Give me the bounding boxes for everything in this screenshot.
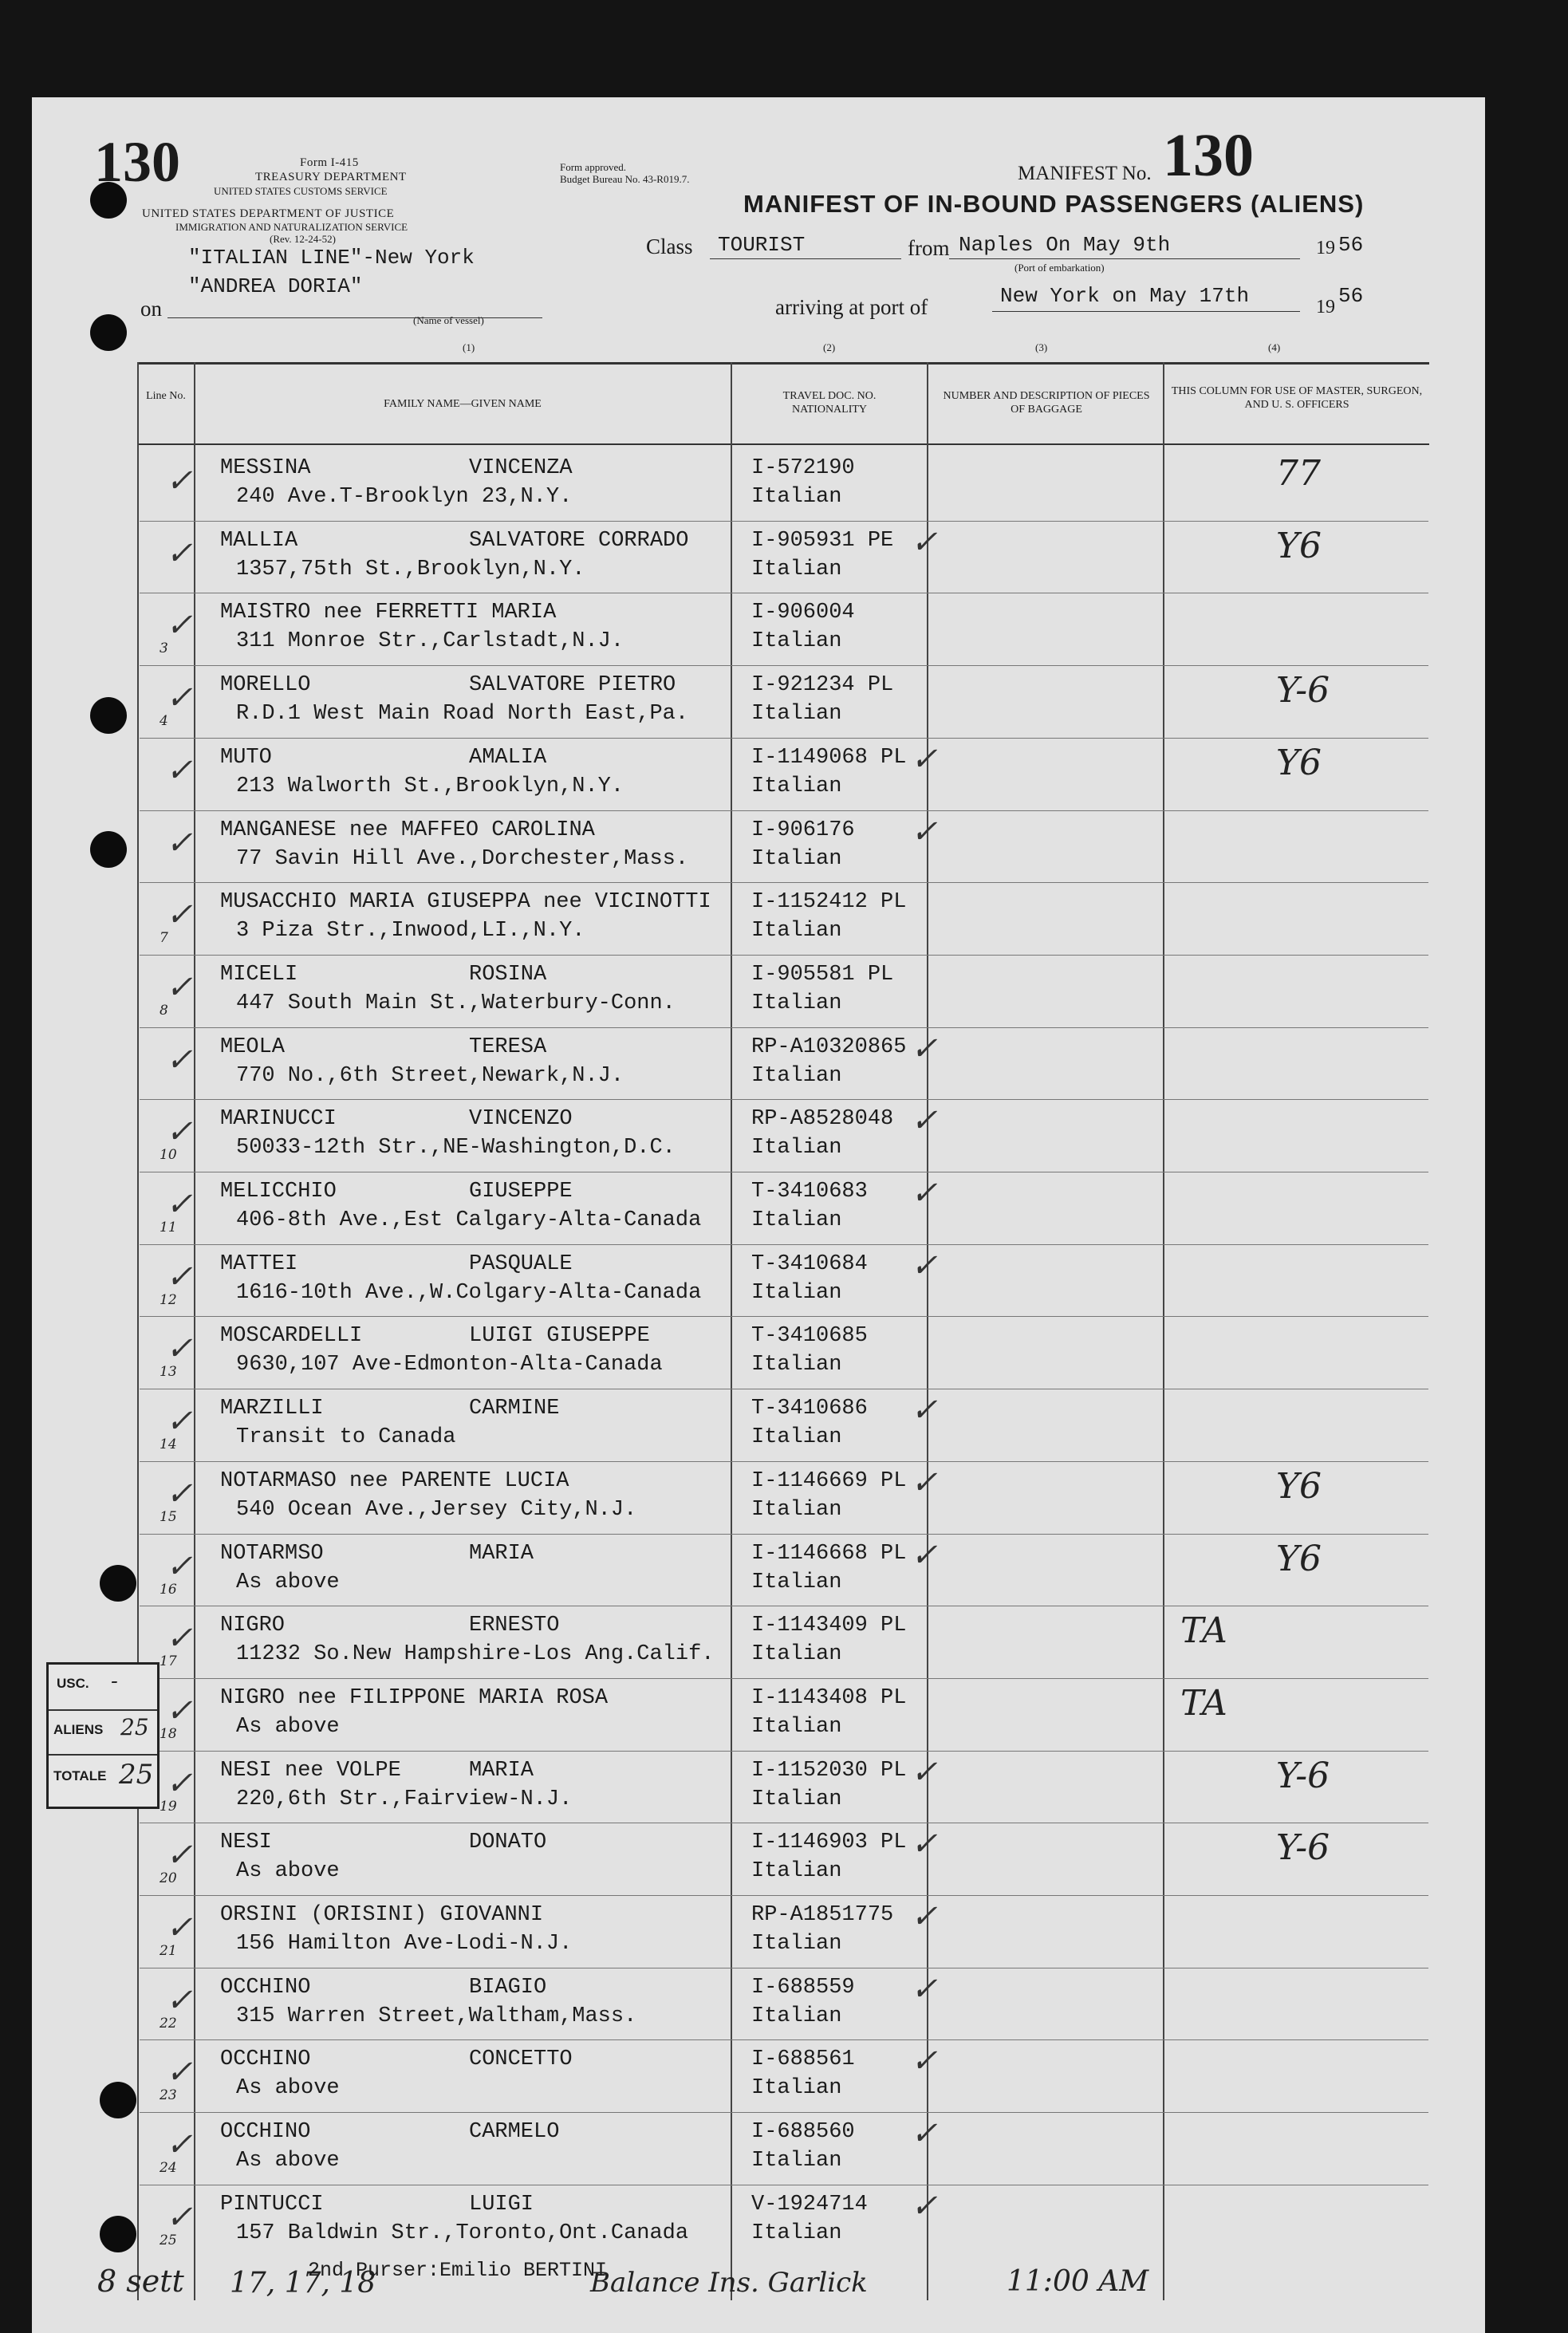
year-value: 56 xyxy=(1338,284,1364,308)
line-number: 16 xyxy=(160,1582,177,1598)
row-divider xyxy=(140,1895,1428,1896)
family-name: NIGRO xyxy=(220,1614,286,1637)
tick-mark: ✓ xyxy=(166,752,193,789)
family-name: MESSINA xyxy=(220,456,311,480)
officers-header: THIS COLUMN FOR USE OF MASTER, SURGEON, AND U. S. OFFICERS xyxy=(1171,385,1423,411)
given-name: BIAGIO xyxy=(469,1976,547,2000)
address: 1616-10th Ave.,W.Colgary-Alta-Canada xyxy=(236,1281,702,1305)
from-underline xyxy=(949,258,1300,259)
year-prefix: 19 xyxy=(1316,238,1335,258)
tick-mark: ✓ xyxy=(166,1909,193,1946)
family-name: MOSCARDELLI xyxy=(220,1324,363,1348)
travel-doc-number: T-3410683 xyxy=(751,1180,868,1204)
tick-mark: ✓ xyxy=(166,969,193,1006)
line-number: 21 xyxy=(160,1943,177,1959)
line-number: 14 xyxy=(160,1436,177,1452)
given-name: ERNESTO xyxy=(469,1614,560,1637)
check-mark: ✓ xyxy=(911,1175,938,1212)
tick-mark: ✓ xyxy=(166,1042,193,1078)
address: R.D.1 West Main Road North East,Pa. xyxy=(236,702,689,726)
address: 50033-12th Str.,NE-Washington,D.C. xyxy=(236,1136,676,1160)
line-number: 22 xyxy=(160,2016,177,2032)
address: As above xyxy=(236,1715,340,1739)
from-label: from xyxy=(908,236,950,260)
vessel-caption: (Name of vessel) xyxy=(413,314,484,326)
row-divider xyxy=(140,1751,1428,1752)
check-mark: ✓ xyxy=(911,1971,938,2008)
travel-doc-number: V-1924714 xyxy=(751,2193,868,2217)
nationality: Italian xyxy=(751,1208,842,1232)
port-embarkation-caption: (Port of embarkation) xyxy=(1014,262,1105,274)
family-name: NESI nee VOLPE xyxy=(220,1759,401,1783)
baggage-header: NUMBER AND DESCRIPTION OF PIECES OF BAGGAGE xyxy=(943,390,1150,416)
family-name: MAISTRO nee FERRETTI MARIA xyxy=(220,601,557,625)
tick-mark: ✓ xyxy=(166,535,193,572)
nationality: Italian xyxy=(751,485,842,509)
family-name: MALLIA xyxy=(220,529,298,553)
row-divider xyxy=(140,1244,1428,1245)
column-number: (2) xyxy=(823,341,836,353)
line-number: 23 xyxy=(160,2087,177,2103)
address: 540 Ocean Ave.,Jersey City,N.J. xyxy=(236,1498,637,1522)
nationality: Italian xyxy=(751,1425,842,1449)
check-mark: ✓ xyxy=(911,2043,938,2079)
handwritten-signature: Balance Ins. Garlick xyxy=(590,2267,868,2299)
class-label: Class xyxy=(646,234,693,258)
line-number: 24 xyxy=(160,2160,177,2176)
given-name: GIUSEPPE xyxy=(469,1180,573,1204)
nationality: Italian xyxy=(751,1064,842,1088)
column-number: (4) xyxy=(1268,341,1281,353)
total-label: TOTALE xyxy=(53,1768,107,1783)
family-name: MATTEI xyxy=(220,1252,298,1276)
given-name: AMALIA xyxy=(469,746,547,770)
family-name: NOTARMSO xyxy=(220,1542,324,1566)
row-divider xyxy=(140,521,1428,522)
travel-doc-number: I-906176 xyxy=(751,818,855,842)
tick-mark: ✓ xyxy=(166,2199,193,2236)
form-approved: Form approved. xyxy=(560,161,627,173)
arrival-port-value: New York on May 17th xyxy=(1000,284,1250,308)
travel-doc-number: I-1143409 PL xyxy=(751,1614,907,1637)
address: 11232 So.New Hampshire-Los Ang.Calif. xyxy=(236,1642,715,1666)
row-divider xyxy=(140,665,1428,666)
punch-hole xyxy=(90,314,127,351)
address: 77 Savin Hill Ave.,Dorchester,Mass. xyxy=(236,847,689,871)
tick-mark: ✓ xyxy=(166,607,193,644)
nationality: Italian xyxy=(751,1281,842,1305)
aliens-value: 25 xyxy=(120,1714,149,1740)
tick-mark: ✓ xyxy=(166,2054,193,2091)
line-number: 12 xyxy=(160,1292,177,1308)
officer-note: 77 xyxy=(1276,453,1321,494)
tick-mark: ✓ xyxy=(166,1113,193,1150)
form-revision: (Rev. 12-24-52) xyxy=(270,233,336,245)
nationality: Italian xyxy=(751,2076,842,2100)
manifest-number-left: 130 xyxy=(94,130,180,194)
check-mark: ✓ xyxy=(911,2188,938,2225)
check-mark: ✓ xyxy=(911,1537,938,1574)
line-name: "ITALIAN LINE"-New York xyxy=(188,246,475,270)
line-number: 11 xyxy=(160,1220,177,1235)
nationality: Italian xyxy=(751,1353,842,1377)
address: As above xyxy=(236,1859,340,1883)
officer-note: TA xyxy=(1180,1683,1227,1724)
ins-service: IMMIGRATION AND NATURALIZATION SERVICE xyxy=(175,221,408,233)
nationality: Italian xyxy=(751,991,842,1015)
family-name: MUSACCHIO MARIA GIUSEPPA nee VICINOTTI xyxy=(220,890,711,914)
family-name: MEOLA xyxy=(220,1035,286,1059)
address: 9630,107 Ave-Edmonton-Alta-Canada xyxy=(236,1353,663,1377)
travel-doc-number: I-921234 PL xyxy=(751,673,894,697)
family-name: OCCHINO xyxy=(220,2120,311,2144)
given-name: MARIA xyxy=(469,1542,534,1566)
manifest-sheet xyxy=(32,97,1485,2333)
tick-mark: ✓ xyxy=(166,1259,193,1295)
justice-department: UNITED STATES DEPARTMENT OF JUSTICE xyxy=(142,207,395,220)
address: 311 Monroe Str.,Carlstadt,N.J. xyxy=(236,629,624,653)
family-name: MARINUCCI xyxy=(220,1107,337,1131)
header-bottom-rule xyxy=(137,443,1429,445)
family-name: NIGRO nee FILIPPONE MARIA ROSA xyxy=(220,1686,609,1710)
check-mark: ✓ xyxy=(911,741,938,778)
given-name: LUIGI GIUSEPPE xyxy=(469,1324,650,1348)
family-name: PINTUCCI xyxy=(220,2193,324,2217)
travel-doc-number: T-3410685 xyxy=(751,1324,868,1348)
given-name: LUIGI xyxy=(469,2193,534,2217)
punch-hole xyxy=(100,1565,136,1602)
tally-divider xyxy=(49,1754,157,1756)
given-name: TERESA xyxy=(469,1035,547,1059)
travel-doc-number: I-905931 PE xyxy=(751,529,894,553)
officer-note: Y6 xyxy=(1276,1466,1322,1507)
class-value: TOURIST xyxy=(718,233,806,257)
address: 157 Baldwin Str.,Toronto,Ont.Canada xyxy=(236,2221,689,2245)
tick-mark: ✓ xyxy=(166,2126,193,2163)
line-number: 20 xyxy=(160,1870,177,1886)
manifest-no-label: MANIFEST No. xyxy=(1018,163,1152,184)
officer-note: Y-6 xyxy=(1276,1756,1330,1796)
given-name: SALVATORE CORRADO xyxy=(469,529,689,553)
given-name: CARMINE xyxy=(469,1397,560,1421)
nationality: Italian xyxy=(751,702,842,726)
row-divider xyxy=(140,738,1428,739)
travel-doc-number: I-1152412 PL xyxy=(751,890,907,914)
travel-doc-number: I-572190 xyxy=(751,456,855,480)
officer-note: Y6 xyxy=(1276,743,1322,783)
family-name: NOTARMASO nee PARENTE LUCIA xyxy=(220,1469,569,1493)
class-underline xyxy=(710,258,901,259)
column-number: (1) xyxy=(463,341,475,353)
family-name: MICELI xyxy=(220,963,298,987)
nationality: Italian xyxy=(751,847,842,871)
family-name: MORELLO xyxy=(220,673,311,697)
address: 240 Ave.T-Brooklyn 23,N.Y. xyxy=(236,485,573,509)
family-name: MANGANESE nee MAFFEO CAROLINA xyxy=(220,818,595,842)
given-name: DONATO xyxy=(469,1831,547,1854)
address: As above xyxy=(236,1570,340,1594)
family-name: MELICCHIO xyxy=(220,1180,337,1204)
travel-doc-header: TRAVEL DOC. NO. NATIONALITY xyxy=(782,390,877,416)
usc-value: - xyxy=(111,1669,118,1693)
tick-mark: ✓ xyxy=(166,1982,193,2019)
travel-doc-number: I-1146668 PL xyxy=(751,1542,907,1566)
tally-divider xyxy=(49,1709,157,1711)
row-divider xyxy=(140,1461,1428,1462)
column-divider xyxy=(1163,362,1164,2300)
travel-doc-number: I-905581 PL xyxy=(751,963,894,987)
check-mark: ✓ xyxy=(911,1826,938,1862)
nationality: Italian xyxy=(751,1787,842,1811)
travel-doc-number: I-688560 xyxy=(751,2120,855,2144)
nationality: Italian xyxy=(751,1859,842,1883)
on-label: on xyxy=(140,297,162,321)
total-value: 25 xyxy=(119,1759,154,1791)
line-number: 13 xyxy=(160,1364,177,1380)
travel-doc-number: I-1146903 PL xyxy=(751,1831,907,1854)
nationality: Italian xyxy=(751,919,842,943)
nationality: Italian xyxy=(751,558,842,581)
vessel-underline xyxy=(167,317,542,318)
travel-doc-number: I-1143408 PL xyxy=(751,1686,907,1710)
nationality: Italian xyxy=(751,629,842,653)
travel-doc-number: RP-A10320865 xyxy=(751,1035,907,1059)
family-name: OCCHINO xyxy=(220,1976,311,2000)
nationality: Italian xyxy=(751,774,842,798)
travel-doc-number: I-1152030 PL xyxy=(751,1759,907,1783)
given-name: ROSINA xyxy=(469,963,547,987)
name-header: FAMILY NAME—GIVEN NAME xyxy=(384,398,542,410)
family-name: MARZILLI xyxy=(220,1397,324,1421)
given-name: CARMELO xyxy=(469,2120,560,2144)
address: 156 Hamilton Ave-Lodi-N.J. xyxy=(236,1932,573,1956)
travel-doc-number: RP-A1851775 xyxy=(751,1903,894,1927)
budget-bureau: Budget Bureau No. 43-R019.7. xyxy=(560,173,690,185)
column-divider xyxy=(731,362,732,2300)
tick-mark: ✓ xyxy=(166,463,193,499)
row-divider xyxy=(140,1316,1428,1317)
line-number: 4 xyxy=(160,713,168,729)
officer-note: Y6 xyxy=(1276,526,1322,566)
purser-name: 2nd Purser:Emilio BERTINI xyxy=(308,2259,608,2282)
address: 3 Piza Str.,Inwood,LI.,N.Y. xyxy=(236,919,585,943)
row-divider xyxy=(140,810,1428,811)
column-divider xyxy=(137,362,139,2300)
tally-box xyxy=(46,1662,160,1809)
given-name: VINCENZO xyxy=(469,1107,573,1131)
year-prefix: 19 xyxy=(1316,297,1335,317)
address: 447 South Main St.,Waterbury-Conn. xyxy=(236,991,676,1015)
tick-mark: ✓ xyxy=(166,825,193,861)
handwritten-time: 11:00 AM xyxy=(1007,2265,1149,2298)
nationality: Italian xyxy=(751,2004,842,2028)
given-name: SALVATORE PIETRO xyxy=(469,673,676,697)
usc-label: USC. xyxy=(57,1676,89,1691)
manifest-number: 130 xyxy=(1163,122,1254,189)
travel-doc-number: RP-A8528048 xyxy=(751,1107,894,1131)
check-mark: ✓ xyxy=(911,814,938,850)
tick-mark: ✓ xyxy=(166,1620,193,1657)
tick-mark: ✓ xyxy=(166,1403,193,1440)
given-name: CONCETTO xyxy=(469,2047,573,2071)
tick-mark: ✓ xyxy=(166,1330,193,1367)
row-divider xyxy=(140,1099,1428,1100)
table-top-rule xyxy=(137,362,1429,365)
travel-doc-number: I-688559 xyxy=(751,1976,855,2000)
line-no-header: Line No. xyxy=(146,390,186,402)
row-divider xyxy=(140,955,1428,956)
travel-doc-number: I-1149068 PL xyxy=(751,746,907,770)
check-mark: ✓ xyxy=(911,1102,938,1139)
line-number: 17 xyxy=(160,1653,177,1669)
line-number: 10 xyxy=(160,1147,177,1163)
line-number: 25 xyxy=(160,2233,177,2248)
check-mark: ✓ xyxy=(911,1898,938,1935)
given-name: MARIA xyxy=(469,1759,534,1783)
column-divider xyxy=(927,362,928,2300)
tick-mark: ✓ xyxy=(166,1693,193,1729)
line-number: 15 xyxy=(160,1509,177,1525)
row-divider xyxy=(140,882,1428,883)
row-divider xyxy=(140,2112,1428,2113)
travel-doc-number: I-906004 xyxy=(751,601,855,625)
family-name: NESI xyxy=(220,1831,272,1854)
address: 220,6th Str.,Fairview-N.J. xyxy=(236,1787,573,1811)
address: 406-8th Ave.,Est Calgary-Alta-Canada xyxy=(236,1208,702,1232)
manifest-title: MANIFEST OF IN-BOUND PASSENGERS (ALIENS) xyxy=(743,190,1365,218)
aliens-label: ALIENS xyxy=(53,1722,104,1737)
arriving-label: arriving at port of xyxy=(775,295,928,319)
embarkation-value: Naples On May 9th xyxy=(959,233,1171,257)
address: 315 Warren Street,Waltham,Mass. xyxy=(236,2004,637,2028)
arrival-underline xyxy=(992,311,1300,312)
check-mark: ✓ xyxy=(911,524,938,561)
line-number: 3 xyxy=(160,640,168,656)
nationality: Italian xyxy=(751,1642,842,1666)
nationality: Italian xyxy=(751,1715,842,1739)
nationality: Italian xyxy=(751,1932,842,1956)
check-mark: ✓ xyxy=(911,1392,938,1429)
given-name: VINCENZA xyxy=(469,456,573,480)
tick-mark: ✓ xyxy=(166,1476,193,1512)
line-number: 8 xyxy=(160,1003,168,1019)
form-number: Form I-415 xyxy=(300,156,359,169)
handwritten-date: 8 sett xyxy=(97,2264,184,2299)
tick-mark: ✓ xyxy=(166,1548,193,1585)
nationality: Italian xyxy=(751,2221,842,2245)
nationality: Italian xyxy=(751,1570,842,1594)
tick-mark: ✓ xyxy=(166,1837,193,1874)
tick-mark: ✓ xyxy=(166,1765,193,1802)
row-divider xyxy=(140,1678,1428,1679)
address: 770 No.,6th Street,Newark,N.J. xyxy=(236,1064,624,1088)
row-divider xyxy=(140,2039,1428,2040)
travel-doc-number: I-688561 xyxy=(751,2047,855,2071)
line-number: 7 xyxy=(160,930,168,946)
check-mark: ✓ xyxy=(911,1031,938,1067)
address: 1357,75th St.,Brooklyn,N.Y. xyxy=(236,558,585,581)
row-divider xyxy=(140,1534,1428,1535)
officer-note: TA xyxy=(1180,1610,1227,1651)
check-mark: ✓ xyxy=(911,2115,938,2152)
punch-hole xyxy=(90,697,127,734)
tick-mark: ✓ xyxy=(166,680,193,716)
punch-hole xyxy=(100,2082,136,2118)
check-mark: ✓ xyxy=(911,1247,938,1284)
punch-hole xyxy=(100,2216,136,2252)
punch-hole xyxy=(90,831,127,868)
address: Transit to Canada xyxy=(236,1425,456,1449)
address: As above xyxy=(236,2076,340,2100)
check-mark: ✓ xyxy=(911,1464,938,1501)
travel-doc-number: I-1146669 PL xyxy=(751,1469,907,1493)
nationality: Italian xyxy=(751,1498,842,1522)
family-name: OCCHINO xyxy=(220,2047,311,2071)
travel-doc-number: T-3410686 xyxy=(751,1397,868,1421)
address: As above xyxy=(236,2149,340,2173)
handwritten-numbers: 17, 17, 18 xyxy=(230,2267,376,2300)
address: 213 Walworth St.,Brooklyn,N.Y. xyxy=(236,774,624,798)
year-value: 56 xyxy=(1338,233,1364,257)
row-divider xyxy=(140,1027,1428,1028)
column-number: (3) xyxy=(1035,341,1048,353)
line-number: 18 xyxy=(160,1726,177,1742)
officer-note: Y-6 xyxy=(1276,1827,1330,1868)
travel-doc-number: T-3410684 xyxy=(751,1252,868,1276)
nationality: Italian xyxy=(751,2149,842,2173)
family-name: ORSINI (ORISINI) GIOVANNI xyxy=(220,1903,544,1927)
line-number: 19 xyxy=(160,1799,177,1815)
column-divider xyxy=(194,362,195,2300)
given-name: PASQUALE xyxy=(469,1252,573,1276)
treasury-department: TREASURY DEPARTMENT xyxy=(255,171,407,183)
check-mark: ✓ xyxy=(911,1754,938,1791)
nationality: Italian xyxy=(751,1136,842,1160)
customs-service: UNITED STATES CUSTOMS SERVICE xyxy=(214,185,388,197)
family-name: MUTO xyxy=(220,746,272,770)
tick-mark: ✓ xyxy=(166,897,193,933)
vessel-name: "ANDREA DORIA" xyxy=(188,274,363,298)
officer-note: Y-6 xyxy=(1276,670,1330,711)
tick-mark: ✓ xyxy=(166,1186,193,1223)
officer-note: Y6 xyxy=(1276,1539,1322,1579)
